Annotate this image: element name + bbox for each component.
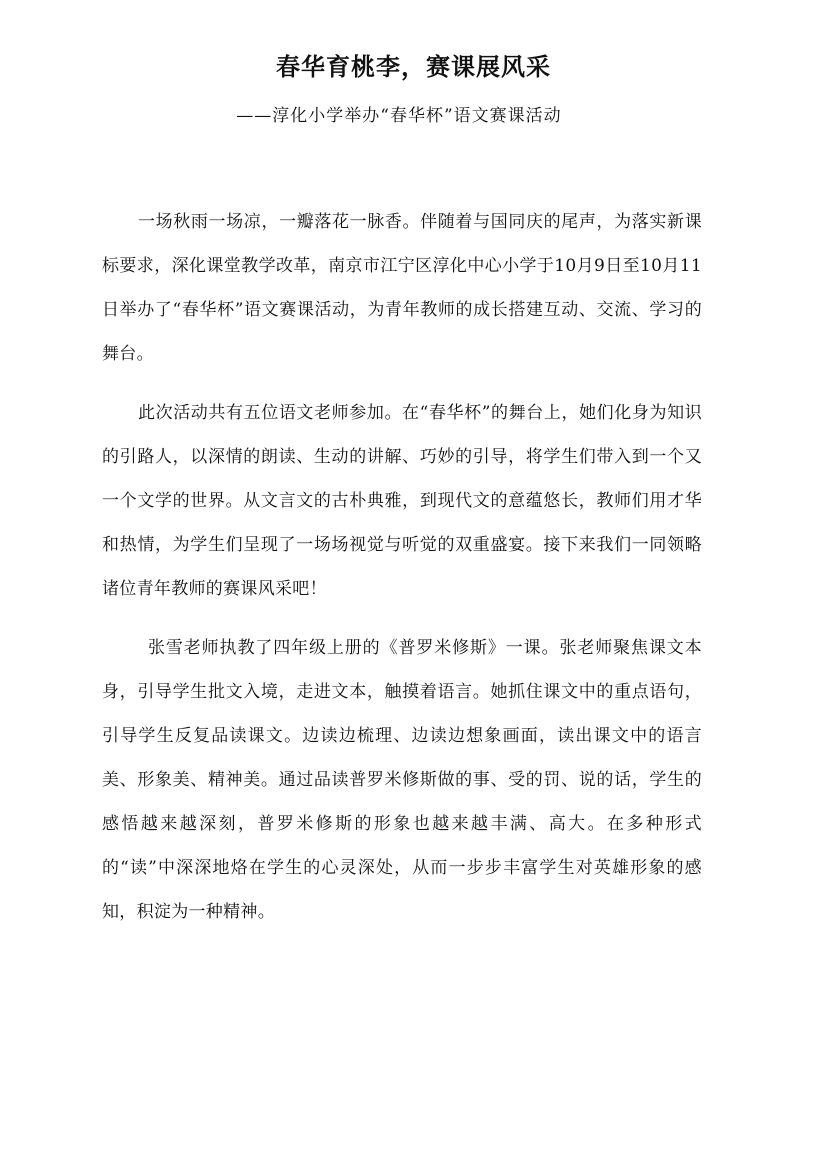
paragraph-zhang-xue-lesson: 张雪老师执教了四年级上册的《普罗米修斯》一课。张老师聚焦课文本身，引导学生批文入境，走进文本，触摸着语言。她抓住课文中的重点语句，引导学生反复品读课文。边读边梳理、边读边想象画面，读出课文中的语言美、形象美、精神美。通过品读普罗米修斯做的事、受的罚、说的话，学生的感悟越来越深刻，普罗米修斯的形象也越来越丰满、高大。在多种形式的“读”中深深地烙在学生的心灵深处，从而一步步丰富学生对英雄形象的感知，积淀为一种精神。: [102, 638, 702, 922]
paragraph-intro: 一场秋雨一场凉，一瓣落花一脉香。伴随着与国同庆的尾声，为落实新课标要求，深化课堂教学改革，南京市江宁区淳化中心小学于10月9日至10月11日举办了“春华杯”语文赛课活动，为青年教师的成长搭建互动、交流、学习的舞台。: [102, 212, 702, 364]
document-title: 春华育桃李，赛课展风采: [276, 52, 551, 81]
document-body: [102, 200, 702, 949]
paragraph-activity-overview: 此次活动共有五位语文老师参加。在“春华杯”的舞台上，她们化身为知识的引路人，以深情的朗读、生动的讲解、巧妙的引导，将学生们带入到一个又一个文学的世界。从文言文的古朴典雅，到现代文的意蕴悠长，教师们用才华和热情，为学生们呈现了一场场视觉与听觉的双重盛宴。接下来我们一同领略诸位青年教师的赛课风采吧！: [102, 403, 702, 599]
document-subtitle: ——淳化小学举办“春华杯”语文赛课活动: [236, 106, 562, 126]
